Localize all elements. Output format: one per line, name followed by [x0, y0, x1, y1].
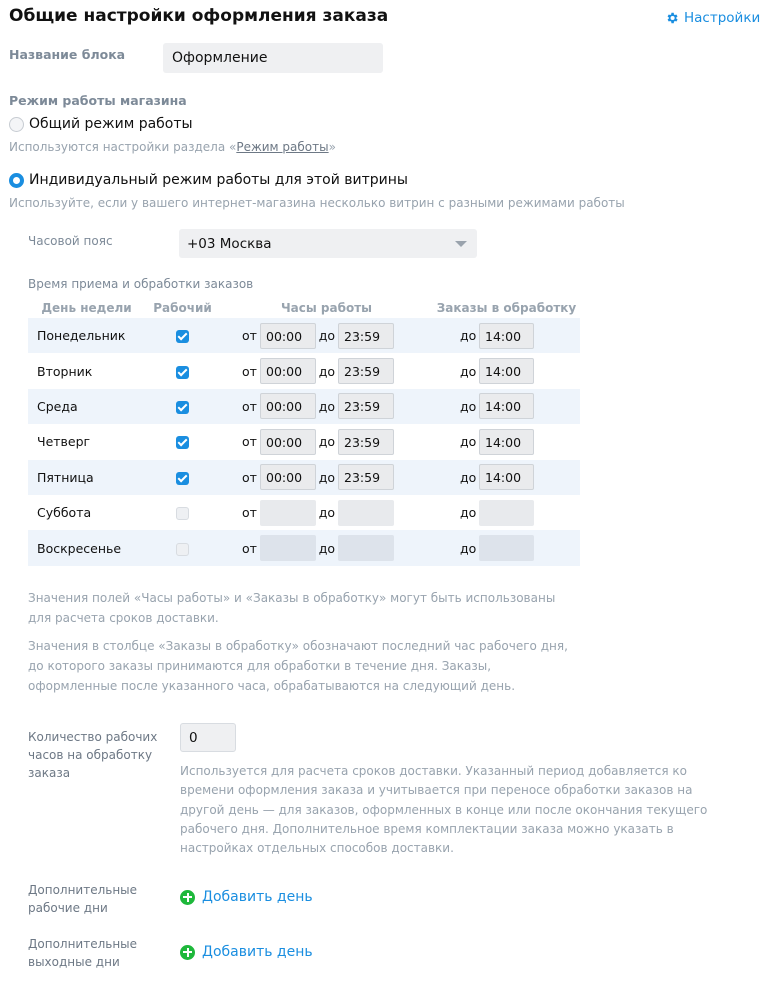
- header-hours: Часы работы: [280, 301, 373, 315]
- note-line: Используется для расчета сроков доставки. Указанный период добавляется ко: [180, 764, 688, 778]
- schedule-header-row: [28, 298, 580, 318]
- gear-icon: [665, 11, 679, 25]
- header-day: День недели: [41, 301, 132, 315]
- orders-to-input[interactable]: 14:00: [479, 464, 534, 490]
- processing-hours-hint: [180, 762, 707, 858]
- label-line: часов на обработку: [28, 748, 153, 762]
- orders-to-label: до: [460, 505, 477, 521]
- common-hint-suffix: »: [328, 140, 336, 154]
- note-line: до которого заказы принимаются для обработки в течение дня. Заказы,: [28, 659, 492, 673]
- label-line: заказа: [28, 766, 71, 780]
- hours-to-input[interactable]: [338, 500, 394, 526]
- table-row: [28, 389, 580, 424]
- extra-workdays-label: [28, 881, 137, 917]
- to-label: до: [318, 469, 335, 485]
- block-name-input[interactable]: [163, 43, 383, 73]
- add-holiday-label: Добавить день: [202, 944, 313, 960]
- common-mode-hint: [9, 136, 336, 158]
- note-line: Значения в столбце «Заказы в обработку» обозначают последний час рабочего дня,: [28, 639, 568, 653]
- working-checkbox[interactable]: [176, 543, 189, 556]
- hours-from-input[interactable]: 00:00: [260, 464, 316, 490]
- working-checkbox[interactable]: [176, 507, 189, 520]
- chevron-down-icon: [455, 241, 467, 247]
- add-workday-label: Добавить день: [202, 889, 313, 905]
- orders-to-input[interactable]: 14:00: [479, 358, 534, 384]
- plus-circle-icon: [180, 890, 195, 905]
- label-line: Дополнительные: [28, 937, 138, 951]
- header-working: Рабочий: [153, 301, 212, 315]
- settings-link-label: Настройки: [684, 10, 761, 26]
- processing-hours-label: [28, 728, 157, 782]
- note-line: рабочего дня. Дополнительное время комплектации заказа можно указать в: [180, 821, 674, 836]
- radio-common-mode[interactable]: [9, 116, 193, 132]
- hours-to-input[interactable]: 23:59: [338, 358, 394, 384]
- common-hint-prefix: Используются настройки раздела «: [9, 140, 237, 154]
- hours-to-input[interactable]: 23:59: [338, 323, 394, 349]
- from-label: от: [242, 328, 257, 344]
- day-name: Воскресенье: [28, 530, 145, 565]
- schedule-table: [28, 298, 580, 566]
- orders-to-label: до: [460, 363, 477, 379]
- extra-holidays-label: [28, 935, 137, 971]
- hours-from-input[interactable]: 00:00: [260, 429, 316, 455]
- orders-to-input[interactable]: 14:00: [479, 429, 534, 455]
- orders-to-label: до: [460, 540, 477, 556]
- orders-to-input[interactable]: [479, 535, 534, 561]
- orders-to-input[interactable]: 14:00: [479, 393, 534, 419]
- to-label: до: [318, 398, 335, 414]
- label-line: Дополнительные: [28, 883, 138, 897]
- table-row: [28, 530, 580, 565]
- to-label: до: [318, 434, 335, 450]
- header-orders: Заказы в обработку: [436, 301, 577, 315]
- from-label: от: [242, 505, 257, 521]
- individual-mode-hint: Используйте, если у вашего интернет-магазина несколько витрин с разными режимами работы: [9, 196, 625, 210]
- note-line: времени оформления заказа и учитывается при переносе обработки заказов на: [180, 783, 693, 798]
- day-name: Вторник: [37, 363, 93, 379]
- day-name: Понедельник: [28, 318, 145, 353]
- radio-common-indicator[interactable]: [9, 117, 24, 132]
- table-row: [28, 460, 580, 495]
- schedule-note-1: [28, 588, 555, 628]
- orders-to-label: до: [460, 469, 477, 485]
- to-label: до: [318, 363, 335, 379]
- from-label: от: [242, 434, 257, 450]
- schedule-caption: Время приема и обработки заказов: [28, 277, 254, 291]
- orders-to-label: до: [460, 328, 477, 344]
- note-line: настройках отдельных способов доставки.: [180, 841, 454, 856]
- hours-from-input[interactable]: 00:00: [260, 393, 316, 419]
- label-line: рабочие дни: [28, 901, 108, 915]
- hours-from-input[interactable]: [260, 535, 316, 561]
- label-line: выходные дни: [28, 955, 120, 969]
- table-row: [28, 424, 580, 459]
- from-label: от: [242, 469, 257, 485]
- schedule-note-2: [28, 636, 568, 696]
- processing-hours-input[interactable]: [180, 723, 236, 752]
- day-name: Среда: [28, 389, 145, 424]
- working-checkbox[interactable]: [176, 436, 189, 449]
- day-name: Пятница: [28, 460, 145, 495]
- schedule-section-link[interactable]: Режим работы: [236, 140, 329, 154]
- note-line: другой день — для заказов, оформленных в конце или после окончания текущего: [180, 802, 708, 817]
- working-checkbox[interactable]: [176, 330, 189, 343]
- working-checkbox[interactable]: [176, 401, 189, 414]
- radio-individual-indicator[interactable]: [9, 173, 24, 188]
- working-checkbox[interactable]: [176, 472, 189, 485]
- day-name: Суббота: [37, 505, 92, 521]
- timezone-select[interactable]: [179, 229, 477, 258]
- label-line: Количество рабочих: [28, 730, 158, 744]
- note-line: для расчета сроков доставки.: [28, 611, 219, 625]
- hours-to-input[interactable]: 23:59: [338, 429, 394, 455]
- store-mode-label: Режим работы магазина: [9, 93, 187, 108]
- add-workday-button[interactable]: [180, 889, 313, 905]
- hours-from-input[interactable]: 00:00: [260, 358, 316, 384]
- hours-from-input[interactable]: 00:00: [260, 323, 316, 349]
- table-row: [28, 318, 580, 353]
- orders-to-label: до: [460, 434, 477, 450]
- note-line: оформленные после указанного часа, обрабатываются на следующий день.: [28, 679, 516, 693]
- page-title: Общие настройки оформления заказа: [9, 6, 389, 26]
- table-row: [28, 353, 580, 388]
- day-name: Четверг: [37, 434, 91, 450]
- note-line: Значения полей «Часы работы» и «Заказы в обработку» могут быть использованы: [28, 591, 556, 605]
- to-label: до: [318, 328, 335, 344]
- timezone-label: Часовой пояс: [28, 234, 113, 248]
- radio-individual-mode[interactable]: [9, 172, 408, 188]
- timezone-value: +03 Москва: [187, 235, 272, 252]
- settings-link[interactable]: [665, 10, 760, 26]
- to-label: до: [318, 540, 335, 556]
- orders-to-input[interactable]: 14:00: [479, 323, 534, 349]
- hours-to-input[interactable]: 23:59: [338, 393, 394, 419]
- from-label: от: [242, 398, 257, 414]
- block-name-label: Название блока: [9, 47, 126, 62]
- orders-to-input[interactable]: [479, 500, 534, 526]
- working-checkbox[interactable]: [176, 366, 189, 379]
- from-label: от: [242, 540, 257, 556]
- to-label: до: [318, 505, 335, 521]
- radio-individual-label: Индивидуальный режим работы для этой витрины: [29, 172, 408, 188]
- hours-to-input[interactable]: 23:59: [338, 464, 394, 490]
- orders-to-label: до: [460, 398, 477, 414]
- plus-circle-icon: [180, 945, 195, 960]
- add-holiday-button[interactable]: [180, 944, 313, 960]
- table-row: [28, 495, 580, 530]
- radio-common-label: Общий режим работы: [29, 116, 193, 132]
- from-label: от: [242, 363, 257, 379]
- hours-to-input[interactable]: [338, 535, 394, 561]
- hours-from-input[interactable]: [260, 500, 316, 526]
